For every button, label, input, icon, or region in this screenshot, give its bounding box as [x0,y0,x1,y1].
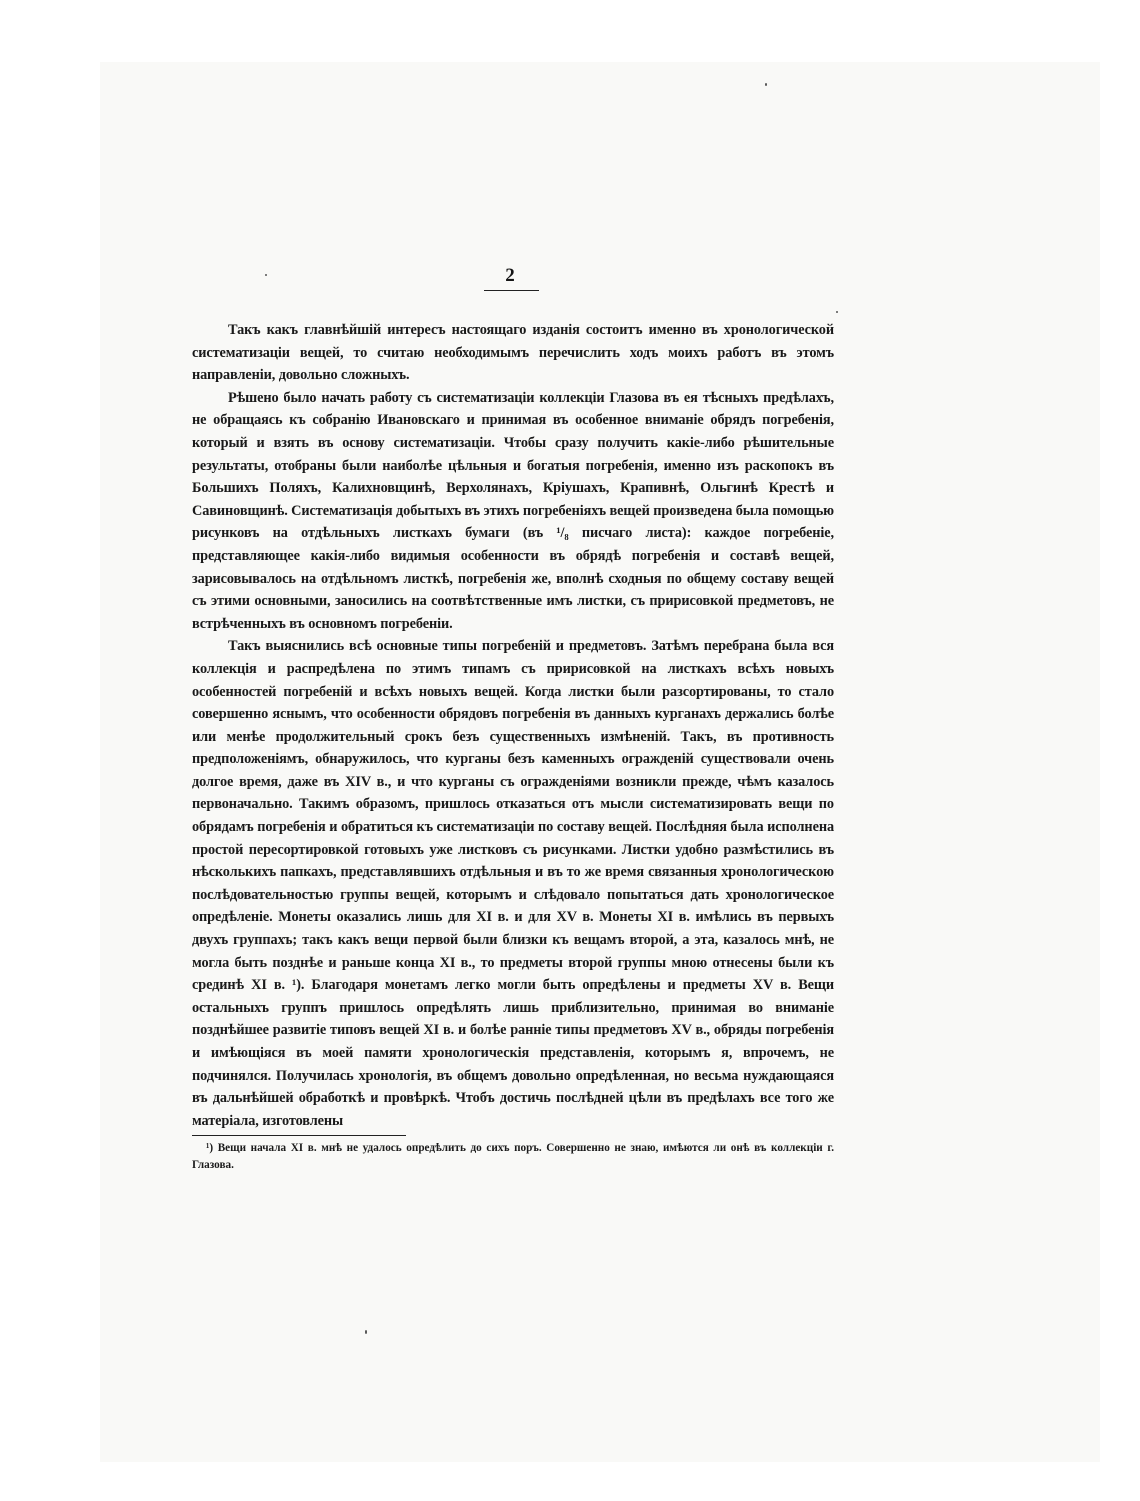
page-number: 2 [505,265,515,286]
scan-speck [265,274,267,276]
footnote-separator [192,1135,406,1136]
scan-speck [836,311,838,313]
paragraph-3: Такъ выяснились всѣ основные типы погребеній и предметовъ. Затѣмъ перебрана была вся коллекція и распредѣлена по этимъ типамъ съ пририсовкой на листкахъ всѣхъ новыхъ особенностей погребеній и всѣхъ новыхъ вещей. Когда листки были разсортированы, то стало совершенно яснымъ, что особенности обрядовъ погребенія въ данныхъ курганахъ держались болѣе или менѣе продолжительный срокъ безъ существенныхъ измѣненій. Такъ, въ противность предположеніямъ, обнаружилось, что курганы безъ каменныхъ огражденій существовали очень долгое время, даже въ XIV в., и что курганы съ огражденіями возникли прежде, чѣмъ казалось первоначально. Такимъ образомъ, пришлось отказаться отъ мысли систематизировать вещи по обрядамъ погребенія и обратиться къ систематизаціи по составу вещей. Послѣдняя была исполнена простой пересортировкой готовыхъ уже листковъ съ рисунками. Листки удобно размѣстились въ нѣсколькихъ папкахъ, представлявшихъ отдѣльныя и въ то же время связанныя хронологическою послѣдовательностью группы вещей, которымъ и слѣдовало попытаться дать хронологическое опредѣленіе. Монеты оказались лишь для XI в. и для XV в. Монеты XI в. имѣлись въ первыхъ двухъ группахъ; такъ какъ вещи первой были близки къ вещамъ второй, а эта, казалось мнѣ, не могла быть позднѣе и раньше конца XI в., то предметы второй группы мною отнесены были къ срединѣ XI в. ¹). Благодаря монетамъ легко могли быть опредѣлены и предметы XV в. Вещи остальныхъ группъ пришлось опредѣлять лишь приблизительно, принимая во вниманіе позднѣйшее развитіе типовъ вещей XI в. и болѣе ранніе типы предметовъ XV в., обряды погребенія и имѣющіяся въ моей памяти хронологическія представленія, которымъ я, впрочемъ, не подчинялся. Получилась хронологія, въ общемъ довольно опредѣленная, но весьма нуждающаяся въ дальнѣйшей обработкѣ и провѣркѣ. Чтобъ достичь послѣдней цѣли въ предѣлахъ все того же матеріала, изготовлены [192,638,834,1129]
main-text [192,319,834,1132]
paragraph-2: Рѣшено было начать работу съ систематизаціи коллекціи Глазова въ ея тѣсныхъ предѣлахъ, не обращаясь къ собранію Ивановскаго и принимая въ особенное вниманіе обрядъ погребенія, который и взять въ основу систематизаціи. Чтобы сразу получить какіе-либо рѣшительные результаты, отобраны были наиболѣе цѣльныя и богатыя погребенія, именно изъ раскопокъ въ Большихъ Поляхъ, Калихновщинѣ, Верхолянахъ, Кріушахъ, Крапивнѣ, Ольгинѣ Крестѣ и Савиновщинѣ. Систематизація добытыхъ въ этихъ погребеніяхъ вещей произведена была помощью рисунковъ на отдѣльныхъ листкахъ бумаги (въ ¹/₈ писчаго листа): каждое погребеніе, представляющее какія-либо видимыя особенности въ обрядѣ погребенія и составѣ вещей, зарисовывалось на отдѣльномъ листкѣ, погребенія же, вполнѣ сходныя по общему составу вещей съ этими основными, заносились на соотвѣтственные имъ листки, съ пририсовкой предметовъ, не встрѣченныхъ въ основномъ погребеніи. [192,389,834,632]
scan-speck [765,83,767,86]
footnote: ¹) Вещи начала XI в. мнѣ не удалось опредѣлить до сихъ поръ. Совершенно не знаю, имѣются ли онѣ въ коллекціи г. Глазова. [192,1142,834,1171]
paragraph-1: Такъ какъ главнѣйшій интересъ настоящаго изданія состоитъ именно въ хронологической систематизаціи вещей, то считаю необходимымъ перечислить ходъ моихъ работъ въ этомъ направленіи, довольно сложныхъ. [192,322,834,384]
page-number-underline [484,290,539,291]
scan-speck [365,1330,367,1334]
